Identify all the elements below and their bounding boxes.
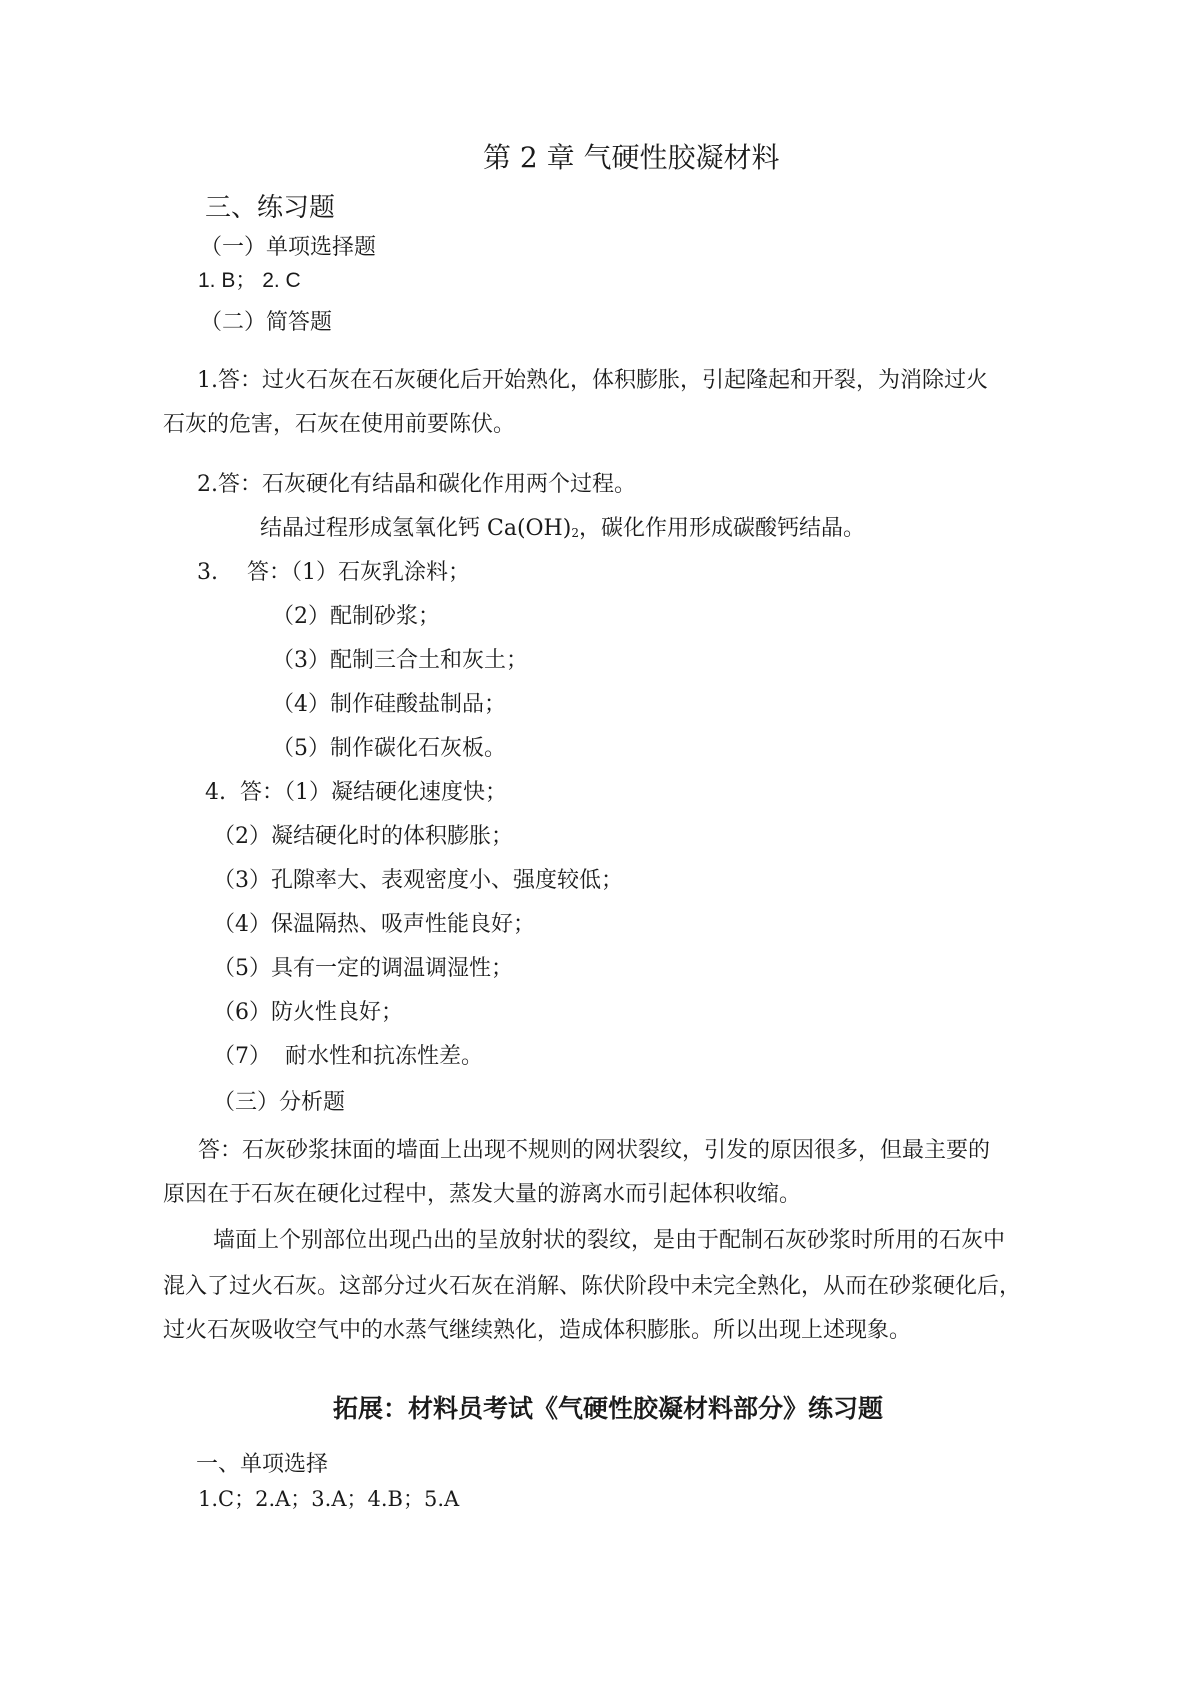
q4-item-2: （2）凝结硬化时的体积膨胀； xyxy=(213,824,513,849)
q3-item-3: （3）配制三合土和灰土； xyxy=(272,648,528,673)
q2-line2-post: ，碳化作用形成碳酸钙结晶。 xyxy=(578,516,865,541)
section-title: 三、练习题 xyxy=(205,193,336,223)
part3-heading: （三）分析题 xyxy=(213,1090,346,1115)
q3-number: 3. xyxy=(197,560,218,585)
analysis-para1-line2: 原因在于石灰在硬化过程中，蒸发大量的游离水而引起体积收缩。 xyxy=(163,1182,802,1207)
analysis-para2-line1: 墙面上个别部位出现凸出的呈放射状的裂纹，是由于配制石灰砂浆时所用的石灰中 xyxy=(213,1228,1006,1253)
part1-answers: 1. B； 2. C xyxy=(198,269,301,292)
analysis-para2-line3: 过火石灰吸收空气中的水蒸气继续熟化，造成体积膨胀。所以出现上述现象。 xyxy=(163,1318,912,1343)
part1-heading: （一）单项选择题 xyxy=(200,235,377,260)
extension-answers: 1.C；2.A；3.A；4.B；5.A xyxy=(198,1487,460,1511)
chapter-title: 第 2 章 气硬性胶凝材料 xyxy=(483,141,780,174)
extension-title: 拓展：材料员考试《气硬性胶凝材料部分》练习题 xyxy=(333,1394,884,1423)
q2-line2-sub: 2 xyxy=(571,526,579,540)
part2-heading: （二）简答题 xyxy=(200,310,333,335)
q4-item-4: （4）保温隔热、吸声性能良好； xyxy=(213,912,535,937)
q4-item-6: （6）防火性良好； xyxy=(213,1000,403,1025)
q4-item-3: （3）孔隙率大、表观密度小、强度较低； xyxy=(213,868,623,893)
q2-line2 xyxy=(260,514,865,548)
q3-item-2: （2）配制砂浆； xyxy=(272,604,440,629)
q1-line1: 1.答：过火石灰在石灰硬化后开始熟化，体积膨胀，引起隆起和开裂，为消除过火 xyxy=(197,368,988,393)
q2-line1: 2.答：石灰硬化有结晶和碳化作用两个过程。 xyxy=(197,472,636,497)
q2-line2-pre: 结晶过程形成氢氧化钙 Ca(OH) xyxy=(260,516,572,541)
q4-item-5: （5）具有一定的调温调湿性； xyxy=(213,956,513,981)
q1-line2: 石灰的危害，石灰在使用前要陈伏。 xyxy=(163,412,516,437)
q3-item-1: 答：（1）石灰乳涂料； xyxy=(247,560,470,585)
q3-item-5: （5）制作碳化石灰板。 xyxy=(272,736,506,761)
extension-sub-heading: 一、单项选择 xyxy=(196,1452,329,1477)
q4-item-1: 4. 答：（1）凝结硬化速度快； xyxy=(205,780,507,805)
q4-item-7: （7） 耐水性和抗冻性差。 xyxy=(213,1044,483,1069)
analysis-para2-line2: 混入了过火石灰。这部分过火石灰在消解、陈伏阶段中未完全熟化，从而在砂浆硬化后， xyxy=(163,1274,1022,1299)
analysis-para1-line1: 答：石灰砂浆抹面的墙面上出现不规则的网状裂纹，引发的原因很多，但最主要的 xyxy=(198,1138,991,1163)
q3-item-4: （4）制作硅酸盐制品； xyxy=(272,692,506,717)
